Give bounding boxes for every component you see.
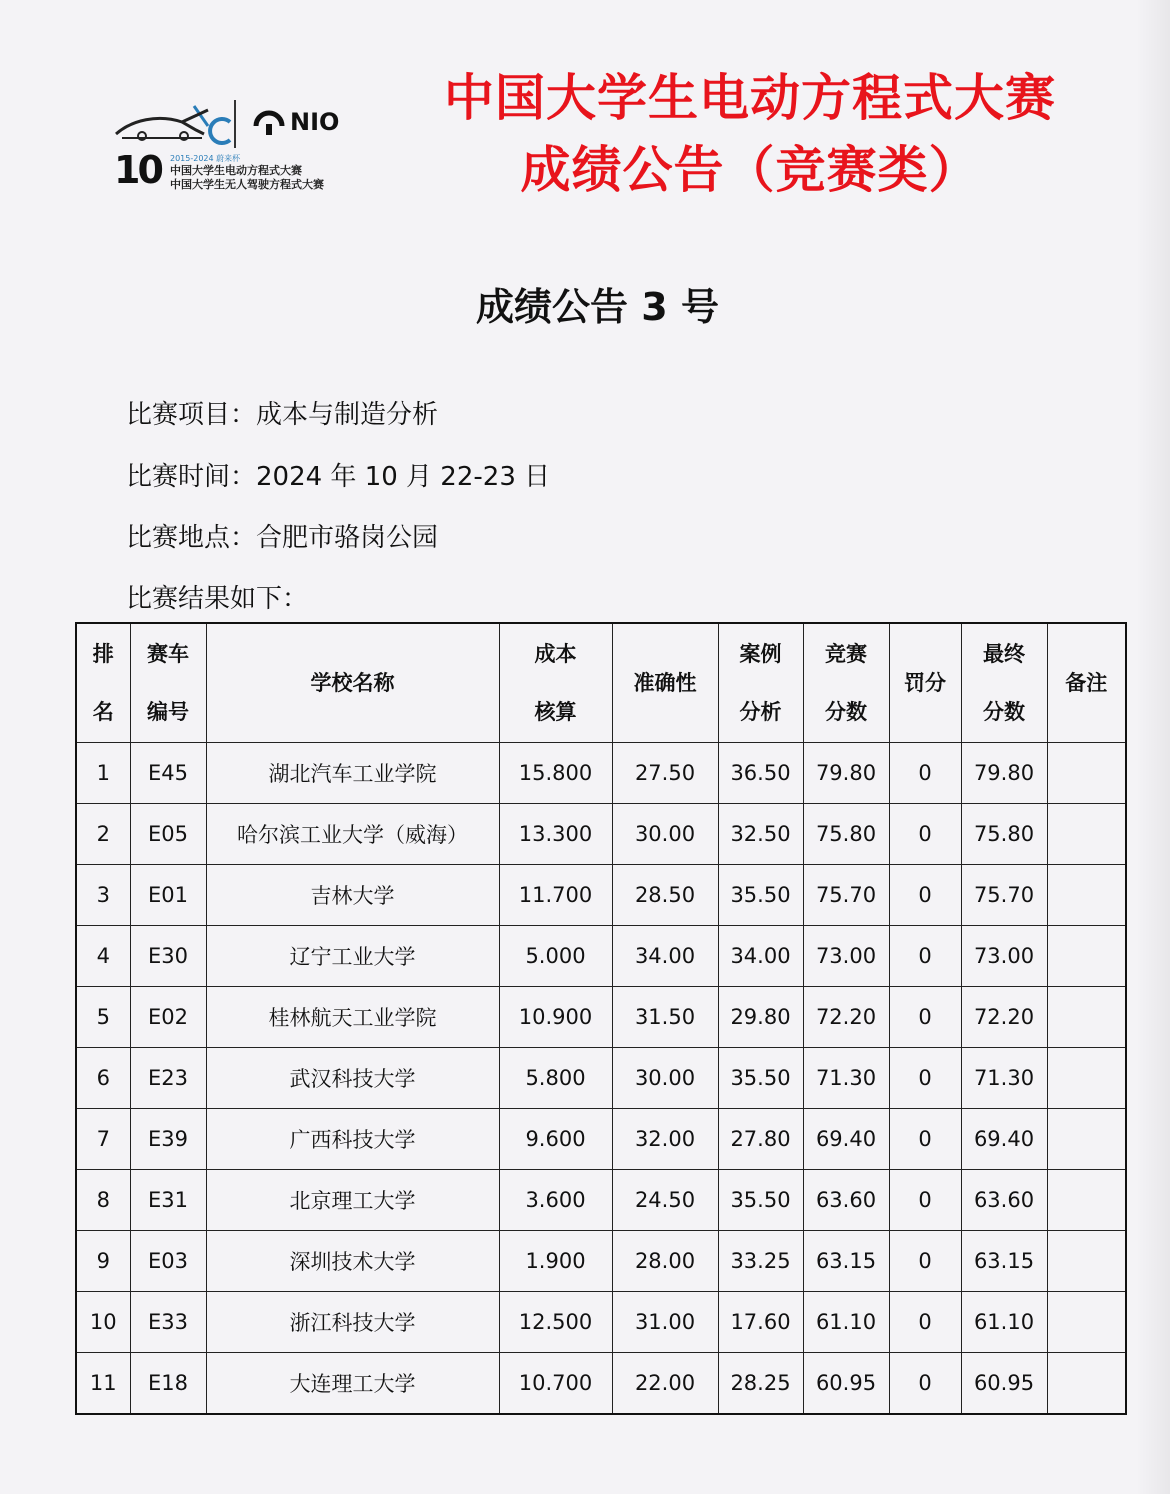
- header-cost-accounting-line: 成本: [534, 642, 577, 666]
- cell-case-analysis: 35.50: [718, 1170, 803, 1231]
- cell-penalty: 0: [889, 1170, 961, 1231]
- cell-school-name: 广西科技大学: [206, 1109, 499, 1170]
- cell-rank: 3: [76, 865, 130, 926]
- cell-final-score: 73.00: [961, 926, 1047, 987]
- cell-case-analysis: 33.25: [718, 1231, 803, 1292]
- cell-penalty: 0: [889, 1048, 961, 1109]
- cell-school-name: 武汉科技大学: [206, 1048, 499, 1109]
- cell-remarks: [1047, 1292, 1126, 1353]
- header-cost-accounting: [499, 623, 612, 743]
- cell-accuracy: 31.00: [612, 1292, 718, 1353]
- event-info: 比赛项目：成本与制造分析: [126, 400, 439, 430]
- header-case-analysis: [718, 623, 803, 743]
- cell-car-number: E30: [130, 926, 206, 987]
- cell-cost-accounting: 10.700: [499, 1353, 612, 1415]
- cell-cost-accounting: 3.600: [499, 1170, 612, 1231]
- cell-remarks: [1047, 1109, 1126, 1170]
- cell-rank: 7: [76, 1109, 130, 1170]
- cell-rank: 5: [76, 987, 130, 1048]
- cell-accuracy: 24.50: [612, 1170, 718, 1231]
- notice-title: 成绩公告 3 号: [476, 285, 719, 329]
- cell-cost-accounting: 15.800: [499, 743, 612, 804]
- logo-line-driverless: 中国大学生无人驾驶方程式大赛: [170, 178, 324, 191]
- cell-car-number: E01: [130, 865, 206, 926]
- cell-case-analysis: 35.50: [718, 1048, 803, 1109]
- cell-penalty: 0: [889, 804, 961, 865]
- logo-ten-anniversary: 10: [114, 148, 161, 192]
- table-row: [76, 1048, 1126, 1109]
- cell-accuracy: 30.00: [612, 804, 718, 865]
- cell-remarks: [1047, 743, 1126, 804]
- cell-rank: 2: [76, 804, 130, 865]
- header-final-score: [961, 623, 1047, 743]
- cell-penalty: 0: [889, 865, 961, 926]
- cell-accuracy: 22.00: [612, 1353, 718, 1415]
- cell-case-analysis: 32.50: [718, 804, 803, 865]
- cell-competition-score: 69.40: [803, 1109, 889, 1170]
- header-remarks-line: 备注: [1065, 671, 1108, 695]
- cell-competition-score: 63.15: [803, 1231, 889, 1292]
- cell-rank: 4: [76, 926, 130, 987]
- cell-remarks: [1047, 1170, 1126, 1231]
- header-final-score-line: 最终: [983, 642, 1025, 666]
- header-remarks: [1047, 623, 1126, 743]
- cell-final-score: 79.80: [961, 743, 1047, 804]
- header-final-score-line: 分数: [983, 700, 1025, 724]
- table-row: [76, 1292, 1126, 1353]
- time-info: 比赛时间：2024 年 10 月 22-23 日: [126, 462, 551, 492]
- table-body: [76, 743, 1126, 1415]
- logo-years: 2015-2024 蔚来杯: [170, 154, 241, 163]
- cell-school-name: 哈尔滨工业大学（威海）: [206, 804, 499, 865]
- cell-penalty: 0: [889, 743, 961, 804]
- cell-competition-score: 72.20: [803, 987, 889, 1048]
- table-row: [76, 865, 1126, 926]
- table-row: [76, 804, 1126, 865]
- cell-final-score: 72.20: [961, 987, 1047, 1048]
- cell-cost-accounting: 11.700: [499, 865, 612, 926]
- table-header-row: [76, 623, 1126, 743]
- cell-competition-score: 79.80: [803, 743, 889, 804]
- cell-final-score: 63.15: [961, 1231, 1047, 1292]
- header-competition-score: [803, 623, 889, 743]
- cell-competition-score: 73.00: [803, 926, 889, 987]
- cell-accuracy: 28.50: [612, 865, 718, 926]
- cell-car-number: E05: [130, 804, 206, 865]
- table-row: [76, 926, 1126, 987]
- cell-school-name: 大连理工大学: [206, 1353, 499, 1415]
- cell-competition-score: 61.10: [803, 1292, 889, 1353]
- header-cost-accounting-line: 核算: [534, 700, 577, 724]
- table-row: [76, 1353, 1126, 1415]
- header-accuracy: [612, 623, 718, 743]
- cell-penalty: 0: [889, 1109, 961, 1170]
- header-penalty-line: 罚分: [904, 671, 946, 695]
- cell-car-number: E18: [130, 1353, 206, 1415]
- table-row: [76, 1170, 1126, 1231]
- cell-final-score: 75.70: [961, 865, 1047, 926]
- header-car-number: [130, 623, 206, 743]
- header-case-analysis-line: 分析: [739, 700, 782, 724]
- cell-remarks: [1047, 987, 1126, 1048]
- cell-school-name: 辽宁工业大学: [206, 926, 499, 987]
- table-row: [76, 987, 1126, 1048]
- cell-cost-accounting: 13.300: [499, 804, 612, 865]
- cell-rank: 6: [76, 1048, 130, 1109]
- cell-school-name: 浙江科技大学: [206, 1292, 499, 1353]
- table-row: [76, 743, 1126, 804]
- cell-school-name: 桂林航天工业学院: [206, 987, 499, 1048]
- cell-school-name: 北京理工大学: [206, 1170, 499, 1231]
- location-info: 比赛地点：合肥市骆岗公园: [126, 523, 439, 553]
- cell-car-number: E39: [130, 1109, 206, 1170]
- main-title: 中国大学生电动方程式大赛: [444, 69, 1056, 127]
- cell-car-number: E31: [130, 1170, 206, 1231]
- cell-remarks: [1047, 1048, 1126, 1109]
- cell-car-number: E02: [130, 987, 206, 1048]
- cell-school-name: 湖北汽车工业学院: [206, 743, 499, 804]
- cell-car-number: E45: [130, 743, 206, 804]
- cell-case-analysis: 27.80: [718, 1109, 803, 1170]
- table-row: [76, 1109, 1126, 1170]
- header-competition-score-line: 分数: [825, 700, 867, 724]
- cell-competition-score: 75.70: [803, 865, 889, 926]
- cell-cost-accounting: 12.500: [499, 1292, 612, 1353]
- header-competition-score-line: 竞赛: [825, 642, 867, 666]
- cell-car-number: E33: [130, 1292, 206, 1353]
- cell-rank: 11: [76, 1353, 130, 1415]
- nio-brand-text: NIO: [290, 108, 340, 136]
- cell-accuracy: 27.50: [612, 743, 718, 804]
- cell-accuracy: 28.00: [612, 1231, 718, 1292]
- nio-logo-icon: [252, 108, 286, 136]
- logo-divider: [234, 100, 236, 148]
- cell-cost-accounting: 10.900: [499, 987, 612, 1048]
- cell-remarks: [1047, 926, 1126, 987]
- cell-case-analysis: 29.80: [718, 987, 803, 1048]
- cell-rank: 10: [76, 1292, 130, 1353]
- cell-car-number: E23: [130, 1048, 206, 1109]
- header-accuracy-line: 准确性: [633, 671, 697, 695]
- header-rank-line: 名: [92, 700, 114, 724]
- cell-remarks: [1047, 865, 1126, 926]
- header-car-number-line: 赛车: [147, 642, 189, 666]
- table-row: [76, 1231, 1126, 1292]
- cell-car-number: E03: [130, 1231, 206, 1292]
- logo-line-electric: 中国大学生电动方程式大赛: [170, 164, 302, 177]
- cell-competition-score: 63.60: [803, 1170, 889, 1231]
- results-table: [75, 622, 1127, 1415]
- cell-rank: 1: [76, 743, 130, 804]
- page-edge-shadow: [1136, 0, 1170, 1494]
- header-school-name-line: 学校名称: [310, 671, 395, 695]
- cell-cost-accounting: 5.800: [499, 1048, 612, 1109]
- cell-final-score: 71.30: [961, 1048, 1047, 1109]
- cell-case-analysis: 34.00: [718, 926, 803, 987]
- cell-penalty: 0: [889, 926, 961, 987]
- cell-competition-score: 71.30: [803, 1048, 889, 1109]
- header-school-name: [206, 623, 499, 743]
- cell-case-analysis: 17.60: [718, 1292, 803, 1353]
- cell-case-analysis: 36.50: [718, 743, 803, 804]
- race-car-logo-icon: [112, 100, 242, 150]
- main-subtitle: 成绩公告（竞赛类）: [520, 141, 980, 199]
- cell-school-name: 深圳技术大学: [206, 1231, 499, 1292]
- cell-remarks: [1047, 1231, 1126, 1292]
- cell-final-score: 60.95: [961, 1353, 1047, 1415]
- cell-penalty: 0: [889, 1292, 961, 1353]
- cell-final-score: 69.40: [961, 1109, 1047, 1170]
- cell-cost-accounting: 1.900: [499, 1231, 612, 1292]
- results-intro: 比赛结果如下：: [126, 584, 309, 614]
- cell-remarks: [1047, 1353, 1126, 1415]
- cell-competition-score: 60.95: [803, 1353, 889, 1415]
- cell-final-score: 63.60: [961, 1170, 1047, 1231]
- header-car-number-line: 编号: [147, 700, 189, 724]
- cell-accuracy: 34.00: [612, 926, 718, 987]
- cell-final-score: 75.80: [961, 804, 1047, 865]
- header-rank: [76, 623, 130, 743]
- cell-cost-accounting: 9.600: [499, 1109, 612, 1170]
- cell-accuracy: 31.50: [612, 987, 718, 1048]
- cell-accuracy: 32.00: [612, 1109, 718, 1170]
- cell-school-name: 吉林大学: [206, 865, 499, 926]
- cell-case-analysis: 35.50: [718, 865, 803, 926]
- cell-penalty: 0: [889, 987, 961, 1048]
- cell-rank: 8: [76, 1170, 130, 1231]
- cell-accuracy: 30.00: [612, 1048, 718, 1109]
- cell-penalty: 0: [889, 1231, 961, 1292]
- cell-competition-score: 75.80: [803, 804, 889, 865]
- header-rank-line: 排: [92, 642, 114, 666]
- cell-case-analysis: 28.25: [718, 1353, 803, 1415]
- cell-cost-accounting: 5.000: [499, 926, 612, 987]
- cell-final-score: 61.10: [961, 1292, 1047, 1353]
- header-case-analysis-line: 案例: [739, 642, 782, 666]
- cell-remarks: [1047, 804, 1126, 865]
- cell-rank: 9: [76, 1231, 130, 1292]
- header-penalty: [889, 623, 961, 743]
- cell-penalty: 0: [889, 1353, 961, 1415]
